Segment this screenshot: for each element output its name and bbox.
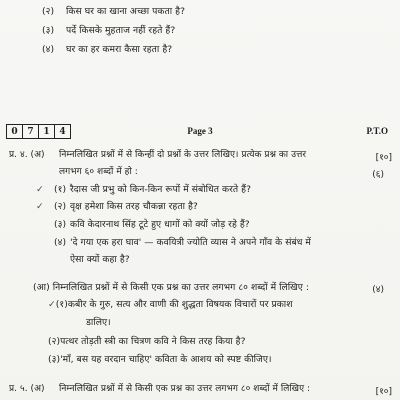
item-text: रैदास जी प्रभु को किन-किन रूपों में संबोधित करते हैं?	[70, 184, 252, 195]
question-4b-item-1-continuation: डालिए।	[86, 317, 111, 328]
paper-code-digit: 4	[59, 126, 66, 137]
question-4-item-3	[36, 219, 250, 230]
top-item-text: किस घर का खाना अच्छा पकता है?	[66, 6, 186, 17]
question-4-item-4	[36, 237, 311, 248]
question-4-label: प्र. ४. (अ)	[9, 150, 45, 160]
item-number: (२)	[54, 201, 67, 212]
question-5-label: प्र. ५. (अ)	[9, 384, 45, 394]
question-4b-heading	[33, 282, 309, 293]
question-4-item-2	[36, 201, 198, 212]
top-item-text: पर्दे किसके मुहताज नहीं रहते हैं?	[66, 25, 176, 36]
item-number: (१)	[54, 184, 67, 195]
question-4-line-2: लगभग ६० शब्दों में हो :	[59, 167, 138, 177]
top-item-number: (२)	[42, 6, 55, 17]
check-mark-icon: ✓	[36, 184, 44, 195]
paper-code-digit: 0	[7, 125, 23, 138]
question-4-item-1	[36, 184, 251, 195]
question-4b-item-1	[48, 299, 293, 310]
item-number: (३)	[54, 219, 67, 230]
question-5-text: निम्नलिखित प्रश्नों में से किसी एक प्रश्न का उत्तर लगभग ८० शब्दों में लिखिए :	[59, 384, 311, 394]
question-4-line-1	[9, 150, 306, 161]
question-4b-label: (आ)	[33, 282, 50, 293]
top-item-text: घर का हर कमरा कैसा रहता है?	[66, 44, 173, 55]
item-text: पत्थर तोड़ती स्त्री का चित्रण कवि ने किस तरह किया है?	[60, 336, 246, 347]
question-4b-text: निम्नलिखित प्रश्नों में से किसी एक प्रश्न का उत्तर लगभग ८० शब्दों में लिखिए :	[52, 282, 309, 293]
item-number: (४)	[54, 237, 67, 248]
question-4-total-marks: [१०]	[375, 153, 392, 163]
item-text: 'दे गया एक हरा घाव' — कवयित्री ज्योति व्यास ने अपने गाँव के संबंध में	[70, 237, 311, 248]
paper-code-digit: 1	[39, 125, 55, 138]
question-5-marks: [१०]	[375, 387, 392, 397]
question-4-sub-marks: (६)	[372, 170, 384, 180]
top-item-number: (४)	[42, 44, 55, 55]
question-4-item-4-continuation: ऐसा क्यों कहा है?	[70, 254, 130, 265]
question-4b-marks: (४)	[372, 285, 384, 295]
top-item-4	[42, 44, 172, 55]
item-text: वृक्ष हमेशा किस तरह चौकन्ना रहता है?	[70, 201, 198, 212]
question-4-text-line-1: निम्नलिखित प्रश्नों में से किन्हीं दो प्रश्नों के उत्तर लिखिए। प्रत्येक प्रश्न का उत्तर	[59, 150, 307, 160]
top-item-3	[42, 25, 175, 36]
item-number: (२)	[48, 336, 61, 347]
pto-label: P.T.O	[366, 126, 388, 136]
item-number: (३)	[48, 354, 61, 365]
top-item-2	[42, 6, 185, 17]
check-mark-icon: ✓	[36, 201, 44, 212]
item-number: (१)	[55, 299, 68, 310]
page-label: Page 3	[187, 126, 213, 136]
question-4b-item-2	[48, 336, 246, 347]
question-4b-item-3	[48, 354, 272, 365]
check-mark-icon: ✓	[48, 299, 56, 310]
item-text: कबीर के गुरु, सत्य और वाणी की शुद्धता विषयक विचारों पर प्रकाश	[67, 299, 293, 310]
question-5-line-1	[9, 384, 310, 395]
paper-code-digit: 7	[23, 125, 39, 138]
item-text: कवि केदारनाथ सिंह टूटे हुए धागों को क्यों जोड़ रहे हैं?	[70, 219, 250, 230]
top-item-number: (३)	[42, 25, 55, 36]
item-text: 'माँ, बस यह वरदान चाहिए' कविता के आशय को स्पष्ट कीजिए।	[60, 354, 272, 365]
